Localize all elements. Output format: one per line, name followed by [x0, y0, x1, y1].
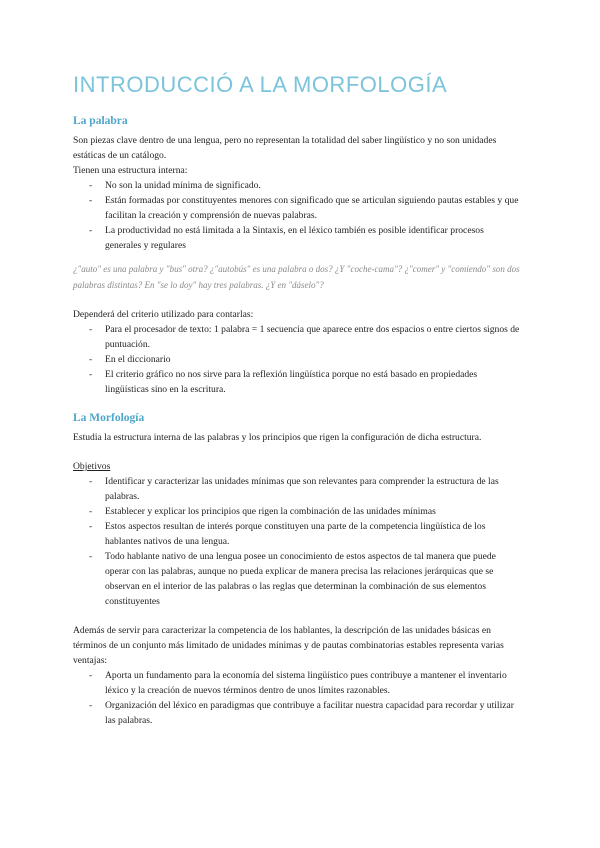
- objectives-label: Objetivos: [73, 461, 111, 472]
- list-item: - Estos aspectos resultan de interés porque constituyen una parte de la competencia lingüística de los hablantes nativos de una lengua.: [73, 519, 520, 549]
- list-item: - Aporta un fundamento para la economía del sistema lingüístico pues contribuye a mantener el inventario léxico y la creación de nuevos términos dentro de unos límites razonables.: [73, 668, 520, 698]
- advantages-list: [73, 668, 520, 728]
- list-item: - El criterio gráfico no nos sirve para la reflexión lingüística porque no está basado en propiedades lingüísticas sino en la escritura.: [73, 367, 520, 397]
- list-item: - Están formadas por constituyentes menores con significado que se articulan siguiendo pautas estables y que facilitan la creación y comprensión de nuevas palabras.: [73, 193, 520, 223]
- list-item: - Identificar y caracterizar las unidades mínimas que son relevantes para comprender la estructura de las palabras.: [73, 474, 520, 504]
- list-item: - La productividad no está limitada a la Sintaxis, en el léxico también es posible identificar procesos generales y regulares: [73, 223, 520, 253]
- list-item: - Organización del léxico en paradigmas que contribuye a facilitar nuestra capacidad para recordar y utilizar las palabras.: [73, 698, 520, 728]
- list-item: - No son la unidad mínima de significado.: [73, 178, 520, 193]
- paragraph-criteria-intro: Dependerá del criterio utilizado para contarlas:: [73, 309, 254, 320]
- paragraph-intro: Son piezas clave dentro de una lengua, pero no representan la totalidad del saber lingüístico y no son unidades estáticas de un catálogo.: [73, 135, 497, 161]
- section-heading-la-palabra: La palabra: [73, 115, 128, 127]
- question-paragraph: ¿"auto" es una palabra y "bus" otra? ¿"autobús" es una palabra o dos? ¿Y "coche-cama"? ¿"comer" y "comiendo" son dos palabras distintas? En "se lo doy" hay tres palabras. ¿Y en "dáselo"?: [73, 264, 520, 290]
- criteria-list: [73, 322, 520, 397]
- list-item: - Establecer y explicar los principios que rigen la combinación de las unidades mínimas: [73, 504, 520, 519]
- section-heading-la-morfologia: La Morfología: [73, 412, 145, 424]
- structure-list: [73, 178, 520, 253]
- paragraph-structure: Tienen una estructura interna:: [73, 165, 188, 176]
- paragraph-advantages-intro: Además de servir para caracterizar la competencia de los hablantes, la descripción de las unidades básicas en términos de un conjunto más limitado de unidades mínimas y de pautas combinatorias estables representa varias ventajas:: [73, 625, 504, 666]
- paragraph-morfologia-intro: Estudia la estructura interna de las palabras y los principios que rigen la configuración de dicha estructura.: [73, 432, 482, 443]
- list-item: - En el diccionario: [73, 352, 520, 367]
- objectives-list: [73, 474, 520, 609]
- document-title: INTRODUCCIÓ A LA MORFOLOGÍA: [73, 72, 448, 97]
- list-item: - Todo hablante nativo de una lengua posee un conocimiento de estos aspectos de tal manera que puede operar con las palabras, aunque no pueda explicar de manera precisa las relaciones jerárquicas que se observan en el interior de las palabras o las reglas que determinan la combinación de sus elementos constituyentes: [73, 549, 520, 609]
- list-item: - Para el procesador de texto: 1 palabra = 1 secuencia que aparece entre dos espacios o entre ciertos signos de puntuación.: [73, 322, 520, 352]
